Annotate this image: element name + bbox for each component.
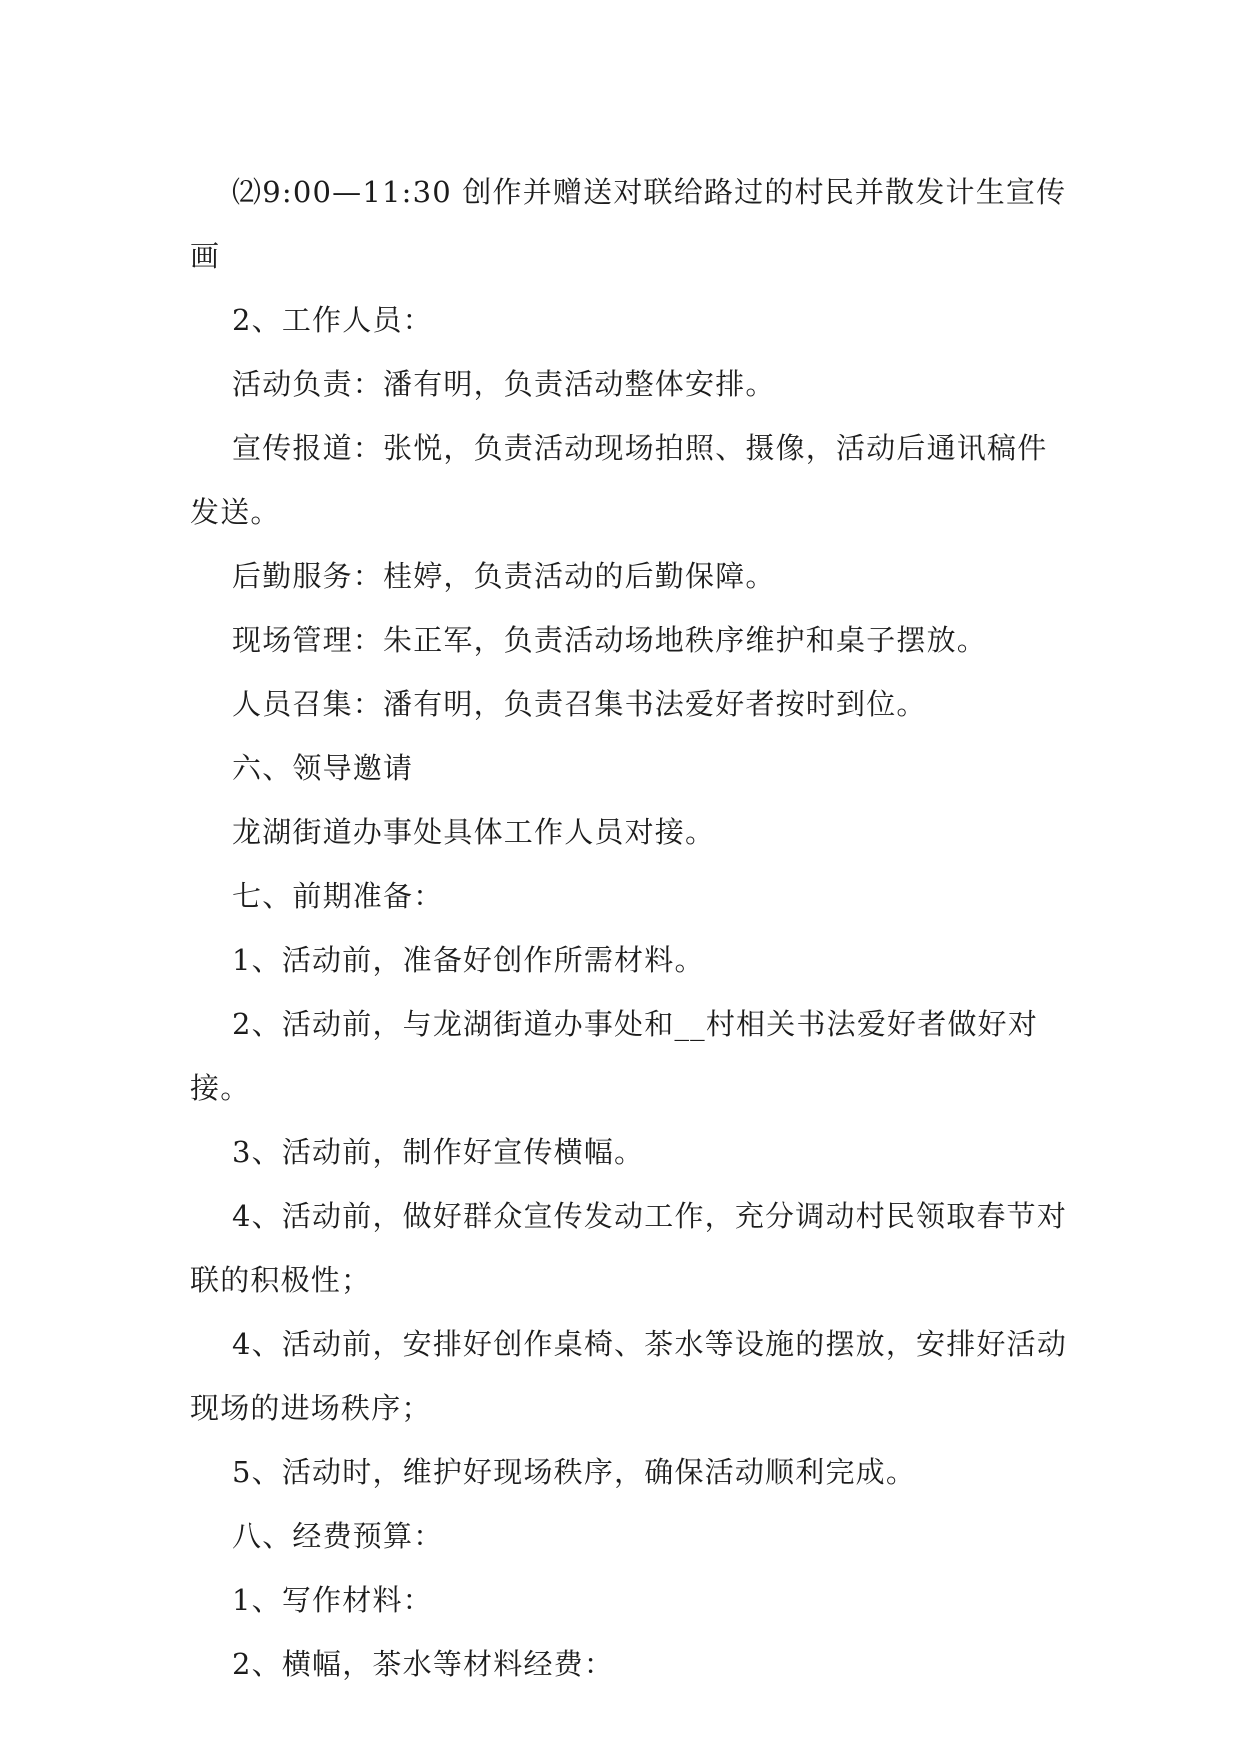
paragraph-recruitment: 人员召集：潘有明，负责召集书法爱好者按时到位。 [232, 687, 927, 721]
paragraph-prep-item: 4、活动前，做好群众宣传发动工作，充分调动村民领取春节对联的积极性； [190, 1199, 1068, 1297]
paragraph-prep-item: 5、活动时，维护好现场秩序，确保活动顺利完成。 [232, 1455, 917, 1489]
section-heading-invitation: 六、领导邀请 [232, 751, 414, 785]
paragraph-prep-item: 3、活动前，制作好宣传横幅。 [232, 1135, 645, 1169]
paragraph-site-management: 现场管理：朱正军，负责活动场地秩序维护和桌子摆放。 [232, 623, 988, 657]
paragraph-prep-item: 2、活动前，与龙湖街道办事处和__村相关书法爱好者做好对接。 [190, 1007, 1039, 1105]
paragraph-logistics: 后勤服务：桂婷，负责活动的后勤保障。 [232, 559, 776, 593]
document-body [190, 160, 1070, 1696]
paragraph-invitation-detail: 龙湖街道办事处具体工作人员对接。 [232, 815, 716, 849]
section-heading-budget: 八、经费预算： [232, 1519, 444, 1553]
paragraph-prep-item: 4、活动前，安排好创作桌椅、茶水等设施的摆放，安排好活动现场的进场秩序； [190, 1327, 1068, 1425]
section-heading-preparation: 七、前期准备： [232, 879, 444, 913]
paragraph-staff-heading: 2、工作人员： [232, 303, 433, 337]
paragraph-schedule-item: ⑵9:00—11:30 创作并赠送对联给路过的村民并散发计生宣传画 [190, 175, 1067, 273]
paragraph-budget-item: 1、写作材料： [232, 1583, 433, 1617]
paragraph-activity-lead: 活动负责：潘有明，负责活动整体安排。 [232, 367, 776, 401]
paragraph-prep-item: 1、活动前，准备好创作所需材料。 [232, 943, 705, 977]
paragraph-publicity: 宣传报道：张悦，负责活动现场拍照、摄像，活动后通讯稿件发送。 [190, 431, 1048, 529]
paragraph-budget-item: 2、横幅，茶水等材料经费： [232, 1647, 615, 1681]
